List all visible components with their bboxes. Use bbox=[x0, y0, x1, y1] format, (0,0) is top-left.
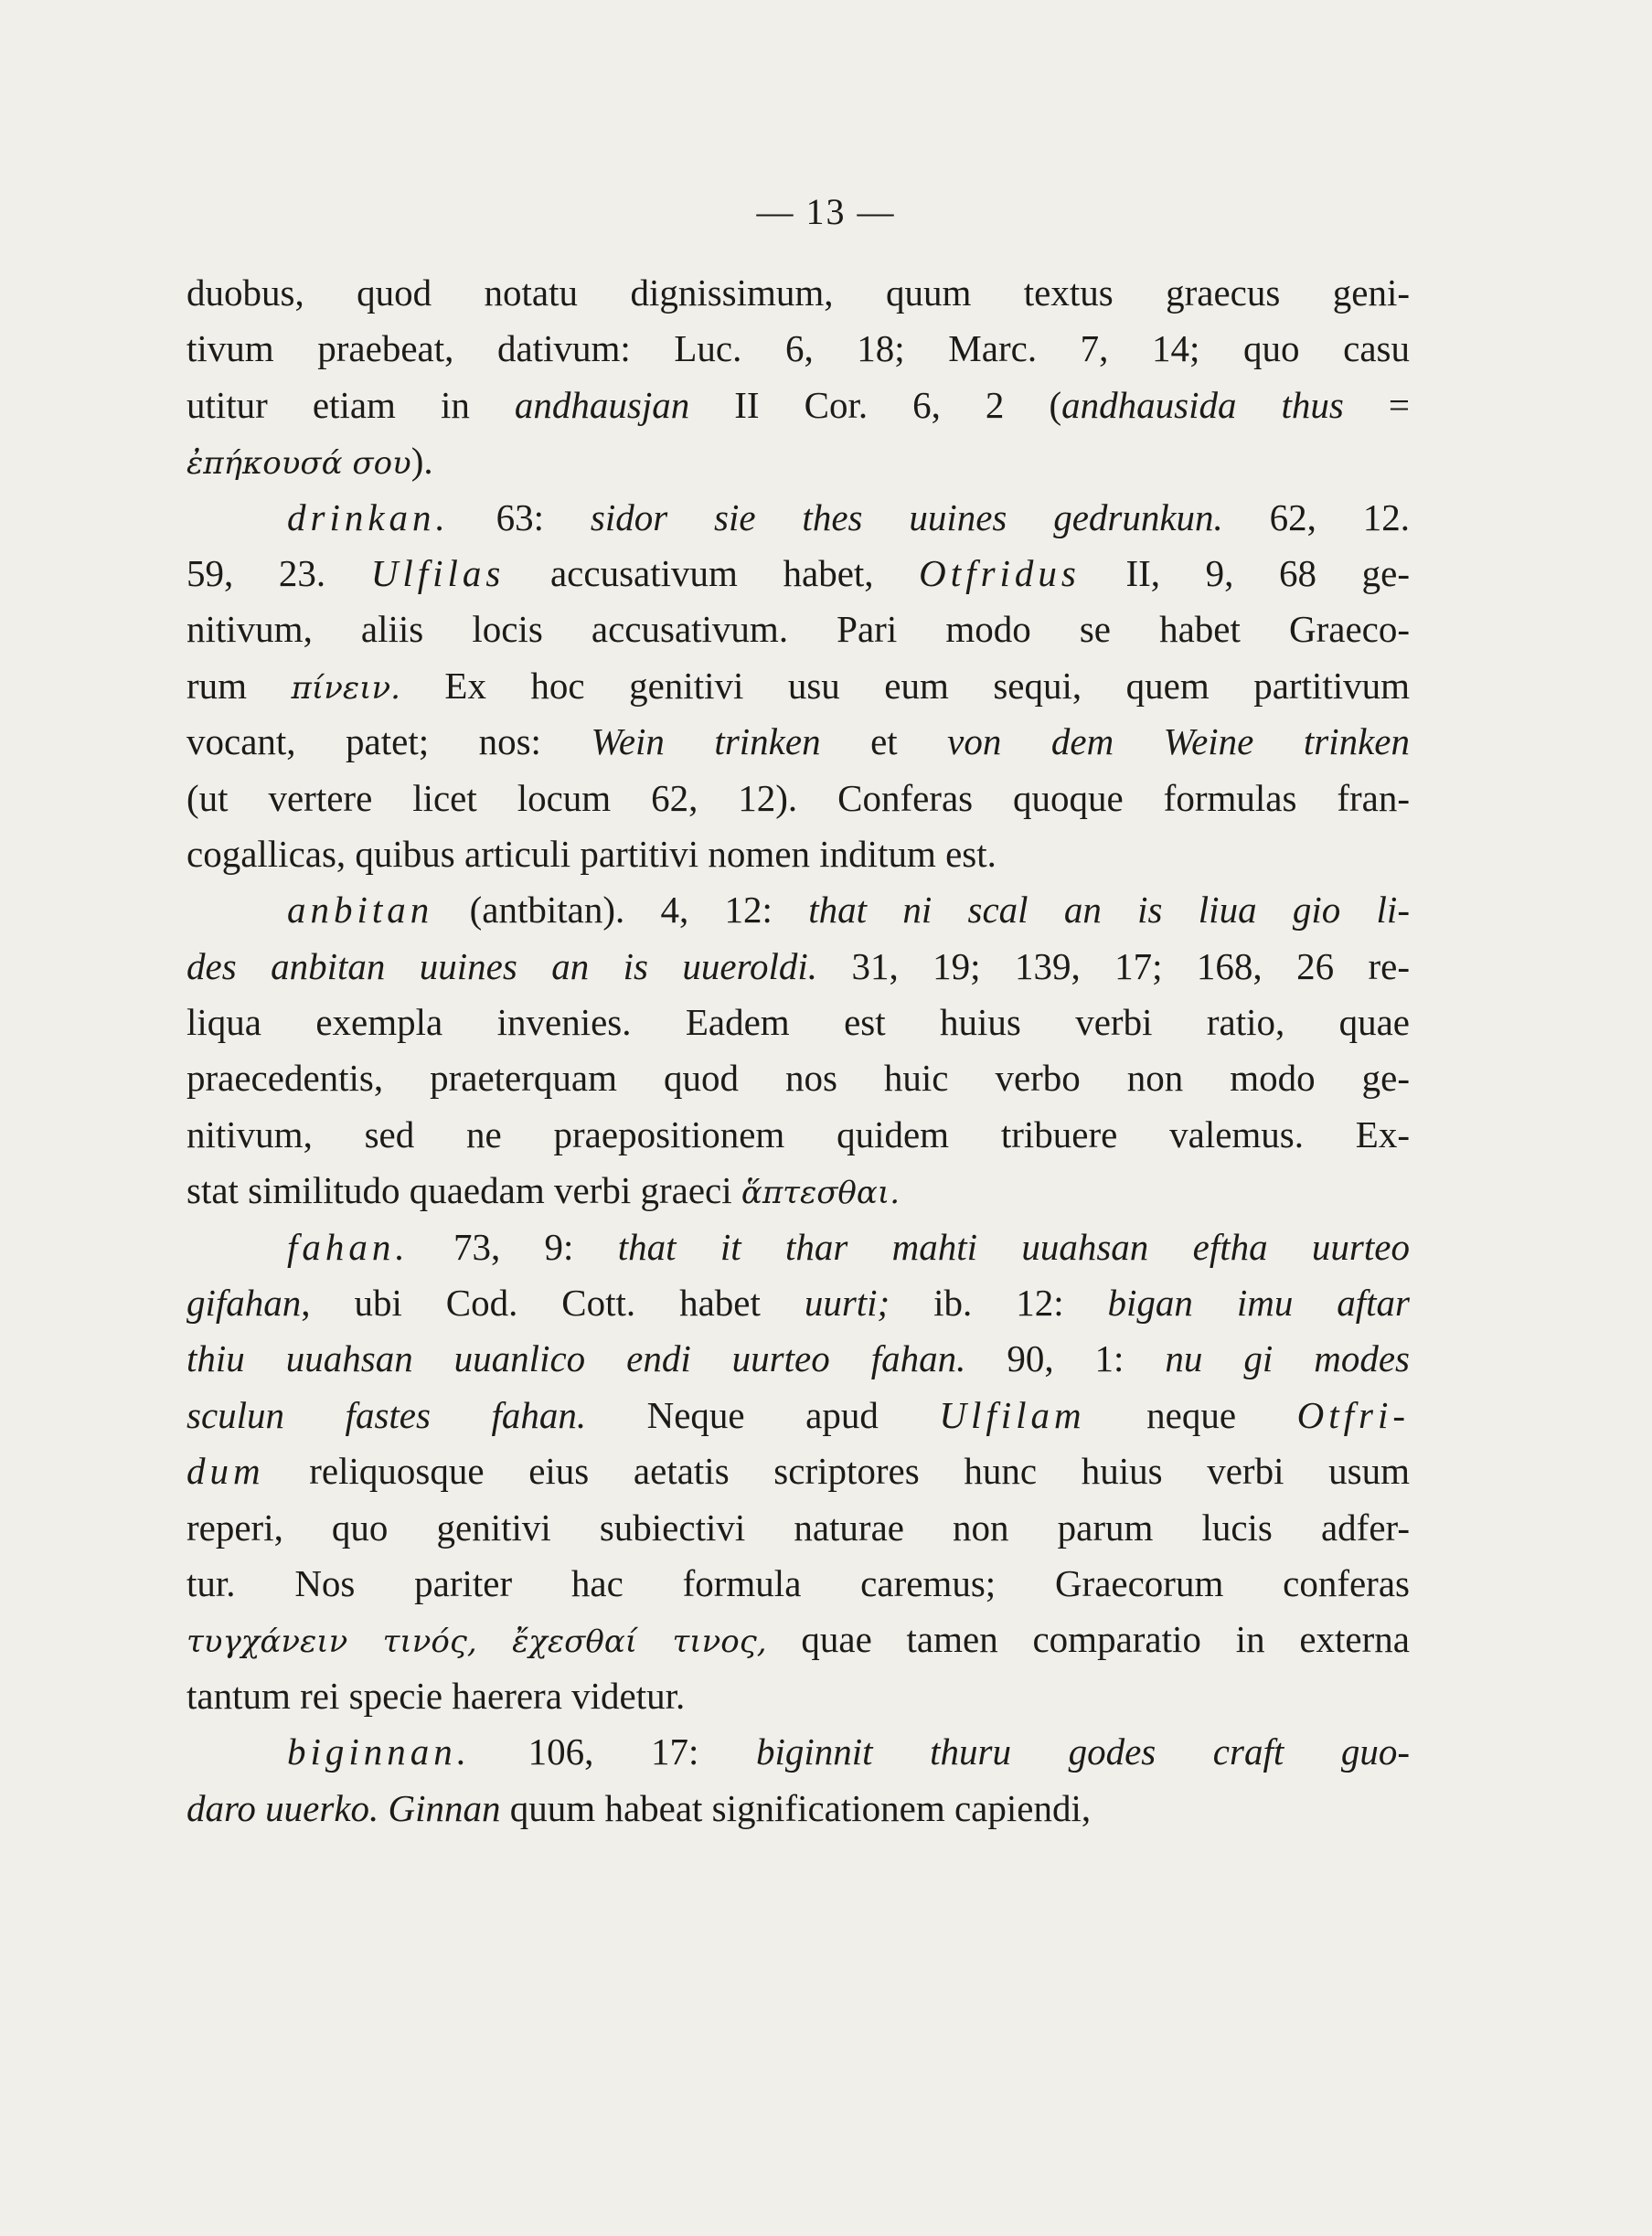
text-segment: (ut vertere licet locum 62, 12). Conferas quoque formulas fran- bbox=[187, 776, 1410, 819]
text-line bbox=[187, 1050, 1410, 1106]
text-segment: fahan. bbox=[287, 1225, 410, 1268]
text-line bbox=[187, 714, 1410, 770]
text-line bbox=[187, 546, 1410, 602]
text-line bbox=[187, 1668, 1410, 1724]
text-segment: (antbitan). 4, 12: bbox=[433, 889, 809, 932]
text-segment: Ulfilas bbox=[370, 551, 506, 594]
text-segment: rum bbox=[187, 664, 292, 707]
text-segment: uurti; bbox=[804, 1282, 890, 1325]
text-segment: andhausjan bbox=[514, 383, 690, 426]
text-segment: duobus, quod notatu dignissimum, quum textus graecus geni- bbox=[187, 272, 1410, 314]
text-line bbox=[187, 1388, 1410, 1443]
text-segment: bigan imu aftar bbox=[1107, 1282, 1410, 1325]
text-segment: sculun fastes fahan. bbox=[187, 1393, 587, 1436]
text-line bbox=[187, 490, 1410, 546]
text-line bbox=[187, 1781, 1410, 1837]
text-segment: Wein trinken bbox=[591, 720, 821, 763]
text-segment: ἅπτεσθαι. bbox=[741, 1175, 900, 1212]
text-segment: reperi, quo genitivi subiectivi naturae non parum lucis adfer- bbox=[187, 1506, 1410, 1549]
text-line bbox=[187, 1724, 1410, 1780]
text-line bbox=[187, 378, 1410, 433]
text-line bbox=[187, 1612, 1410, 1667]
text-line bbox=[187, 826, 1410, 882]
text-segment: thiu uuahsan uuanlico endi uurteo fahan. bbox=[187, 1337, 966, 1380]
text-segment: andhausida thus bbox=[1061, 383, 1344, 426]
text-segment: , ubi Cod. Cott. habet bbox=[301, 1282, 805, 1325]
text-line bbox=[187, 1500, 1410, 1556]
text-line bbox=[187, 1443, 1410, 1499]
text-line bbox=[187, 321, 1410, 377]
text-segment: cogallicas, quibus articuli partitivi nomen inditum est. bbox=[187, 832, 997, 875]
text-segment: accusativum habet, bbox=[505, 551, 920, 594]
text-segment: nu gi modes bbox=[1165, 1337, 1410, 1380]
text-segment: biginnit thuru godes craft guo- bbox=[755, 1730, 1410, 1773]
text-segment: liqua exempla invenies. Eadem est huius verbi ratio, quae bbox=[187, 1001, 1410, 1044]
text-segment: utitur etiam in bbox=[187, 383, 515, 426]
page-number: — 13 — bbox=[756, 191, 896, 232]
text-segment: Otfri- bbox=[1296, 1393, 1410, 1436]
text-segment: biginnan. bbox=[287, 1730, 472, 1773]
text-segment: gifahan bbox=[187, 1282, 302, 1325]
text-segment: quae tamen comparatio in externa bbox=[766, 1618, 1410, 1661]
text-segment: that ni scal an is liua gio li- bbox=[808, 889, 1410, 932]
text-segment: daro uuerko. bbox=[187, 1786, 379, 1829]
text-segment: nitivum, sed ne praepositionem quidem tribuere valemus. Ex- bbox=[187, 1113, 1410, 1155]
text-line bbox=[187, 882, 1410, 938]
text-line bbox=[187, 433, 1410, 489]
text-segment: et bbox=[820, 720, 948, 763]
text-segment: ἐπήκουσά σου bbox=[187, 445, 411, 483]
text-line bbox=[187, 1107, 1410, 1163]
text-segment: Ulfilam bbox=[939, 1393, 1086, 1436]
text-segment: tur. Nos pariter hac formula caremus; Graecorum conferas bbox=[187, 1561, 1410, 1604]
text-line bbox=[187, 1556, 1410, 1612]
text-segment: tivum praebeat, dativum: Luc. 6, 18; Marc. 7, 14; quo casu bbox=[187, 327, 1410, 370]
text-segment: = bbox=[1343, 383, 1410, 426]
text-segment: 73, 9: bbox=[409, 1225, 618, 1268]
text-segment: 62, 12. bbox=[1222, 495, 1410, 538]
text-segment: 63: bbox=[449, 495, 591, 538]
text-line bbox=[187, 995, 1410, 1050]
text-segment: drinkan. bbox=[287, 495, 450, 538]
text-segment: πίνειν. bbox=[291, 669, 400, 707]
text-segment: Otfridus bbox=[919, 551, 1081, 594]
text-segment: reliquosque eius aetatis scriptores hunc huius verbi usum bbox=[264, 1450, 1410, 1493]
text-line bbox=[187, 1275, 1410, 1331]
text-line bbox=[187, 939, 1410, 995]
text-segment: 106, 17: bbox=[471, 1730, 756, 1773]
text-line bbox=[187, 265, 1410, 321]
text-line bbox=[187, 771, 1410, 826]
text-segment: anbitan bbox=[287, 889, 434, 932]
text-segment: 90, 1: bbox=[965, 1337, 1166, 1380]
text-segment: II, 9, 68 ge- bbox=[1080, 551, 1410, 594]
text-segment: nitivum, aliis locis accusativum. Pari modo se habet Graeco- bbox=[187, 608, 1410, 651]
text-segment: quum habeat significationem capiendi, bbox=[500, 1786, 1092, 1829]
text-segment: II Cor. 6, 2 ( bbox=[689, 383, 1062, 426]
text-segment: Neque apud bbox=[586, 1393, 940, 1436]
text-line bbox=[187, 1219, 1410, 1275]
text-segment: τυγχάνειν τινός, ἔχεσθαί τινος, bbox=[187, 1624, 767, 1661]
text-line bbox=[187, 1331, 1410, 1387]
text-segment: that it thar mahti uuahsan eftha uurteo bbox=[617, 1225, 1410, 1268]
text-segment: neque bbox=[1085, 1393, 1297, 1436]
text-segment: tantum rei specie haerera videtur. bbox=[187, 1674, 686, 1717]
text-line bbox=[187, 1163, 1410, 1219]
text-segment: Ginnan bbox=[388, 1786, 501, 1829]
body-text bbox=[187, 265, 1410, 1837]
text-line bbox=[187, 602, 1410, 657]
text-segment: vocant, patet; nos: bbox=[187, 720, 592, 763]
text-segment: stat similitudo quaedam verbi graeci bbox=[187, 1169, 741, 1212]
text-segment: Ex hoc genitivi usu eum sequi, quem partitivum bbox=[400, 664, 1410, 707]
text-segment: sidor sie thes uuines gedrunkun. bbox=[590, 495, 1223, 538]
text-segment: praecedentis, praeterquam quod nos huic verbo non modo ge- bbox=[187, 1057, 1410, 1100]
text-segment: 31, 19; 139, 17; 168, 26 re- bbox=[817, 944, 1410, 987]
text-line bbox=[187, 658, 1410, 714]
text-segment: des anbitan uuines an is uueroldi. bbox=[187, 944, 818, 987]
text-segment: dum bbox=[187, 1450, 265, 1493]
text-segment: ib. 12: bbox=[890, 1282, 1108, 1325]
text-segment bbox=[378, 1787, 388, 1829]
text-segment: von dem Weine trinken bbox=[947, 720, 1410, 763]
text-segment: 59, 23. bbox=[187, 551, 371, 594]
text-segment: ). bbox=[410, 440, 433, 483]
